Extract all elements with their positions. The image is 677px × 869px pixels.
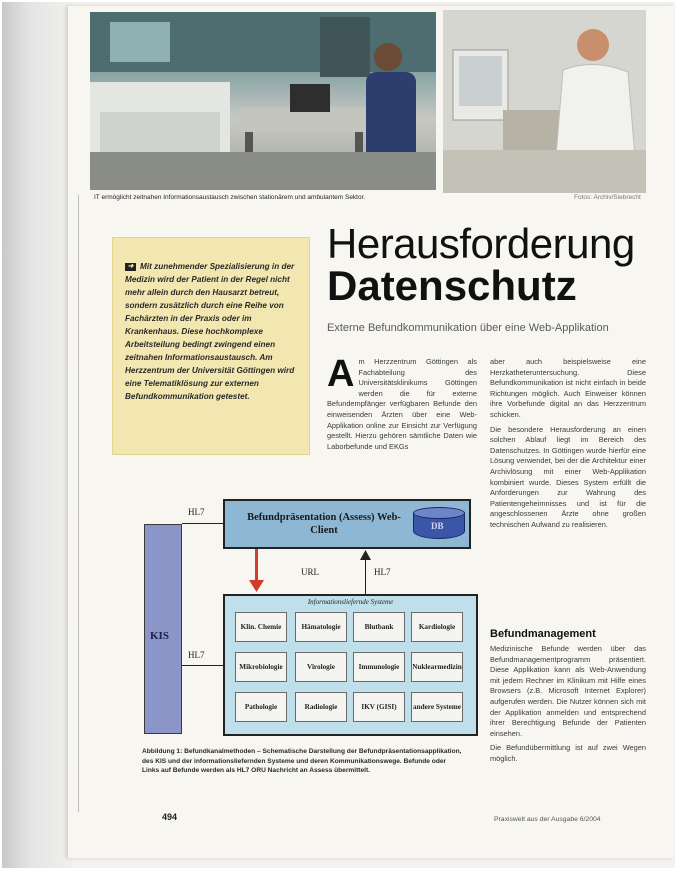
- url-arrow-head: [249, 580, 264, 592]
- connector-line: [182, 665, 223, 666]
- kis-box: [144, 524, 182, 734]
- url-arrow: [255, 549, 258, 583]
- photo-intensive-care: [90, 12, 436, 190]
- hl7-arrow-head: [360, 550, 371, 560]
- architecture-diagram: [128, 487, 483, 742]
- body-paragraph: aber auch beispielsweise eine Herzkatheteruntersuchung. Diese Befundkommunikation ist nicht einfach in beide Richtungen möglich. Auch Einweiser können ihre Vorbefunde digital an das Herzzentrum schicken.: [490, 357, 646, 419]
- section-heading: Befundmanagement: [490, 628, 596, 640]
- page-number: 494: [162, 812, 178, 822]
- figure-caption: Abbildung 1: Befundkanalmethoden – Schematische Darstellung der Befundpräsentationsapplikation, des KIS und der informationsliefernden Systeme und deren Kommunikationswege. Befunde oder Links auf Befunde werden als HL7 ORU Nachricht an Assess übermittelt.: [142, 748, 462, 774]
- system-cell: IKV (GISI): [353, 692, 405, 722]
- arrow-right-icon: ➜: [125, 263, 136, 271]
- system-cell: andere Systeme: [411, 692, 463, 722]
- journal-footer: Praxiswelt aus der Ausgabe 6/2004: [494, 816, 601, 823]
- article-title-line1: Herausforderung: [327, 220, 635, 267]
- article-subtitle: Externe Befundkommunikation über eine Web-Applikation: [327, 322, 609, 334]
- page-fold-line: [78, 195, 79, 812]
- system-cell: Nuklearmedizin: [411, 652, 463, 682]
- photo-doctor-at-computer: [443, 10, 646, 193]
- hl7-arrow: [365, 559, 366, 594]
- body-text-1: m Herzzentrum Göttingen als Fachabteilung des Universitätsklinikums Göttingen werden die für externe Befundempfänger verfügbaren Befunde den einweisenden Ärzten über eine Web-Applikation online zur Einsicht zur Verfügung gestellt. Hierzu gehören sämtliche Daten wie Laborbefunde und EKGs: [327, 357, 477, 451]
- system-cell: Mikrobiologie: [235, 652, 287, 682]
- system-cell: Kardiologie: [411, 612, 463, 642]
- hl7-label-left: HL7: [188, 650, 205, 660]
- drop-cap: A: [327, 353, 355, 395]
- body-column-2: [490, 357, 646, 535]
- system-cell: Blutbank: [353, 612, 405, 642]
- system-cell: Virologie: [295, 652, 347, 682]
- kis-label: KIS: [150, 630, 169, 642]
- intro-box: [112, 237, 310, 455]
- system-cell: Radiologie: [295, 692, 347, 722]
- database-icon: [413, 507, 465, 541]
- scanned-page: [2, 2, 675, 868]
- body-paragraph: Die Befundübermittlung ist auf zwei Wegen möglich.: [490, 743, 646, 763]
- photo-credit: Fotos: Archiv/Siebrecht: [574, 194, 641, 201]
- db-label: DB: [431, 521, 444, 531]
- body-paragraph: Medizinische Befunde werden über das Befundmanagementprogramm präsentiert. Diese Applikation kann als Web-Anwendung mit jedem Rechner im Klinikum mit Hilfe eines Browsers (z.B. Microsoft Internet Explorer) aufgerufen werden. Die Nutzer können sich mit der Applikation anmelden und entsprechend ihrer Berechtigung Befunde der Patienten einsehen.: [490, 644, 646, 738]
- photo-caption: IT ermöglicht zeitnahen Informationsaustausch zwischen stationärem und ambulantem Sektor.: [94, 194, 366, 201]
- photo-intensive-care-illustration: [90, 12, 436, 190]
- hl7-label-mid: HL7: [374, 567, 391, 577]
- system-cell: Pathologie: [235, 692, 287, 722]
- article-title-line2: Datenschutz: [327, 262, 577, 309]
- intro-text: Mit zunehmender Spezialisierung in der Medizin wird der Patient in der Regel nicht mehr allein durch den Hausarzt betreut, sondern zusätzlich durch eine Reihe von Fachärzten in der Praxis oder im Krankenhaus. Diese hochkomplexe Arbeitsteilung bedingt zwingend einen zeitnahen Informationsaustausch. Am Herzzentrum der Universität Göttingen wird eine Telematiklösung zur externen Befundkommunikation getestet.: [125, 262, 295, 401]
- system-cell: Hämatologie: [295, 612, 347, 642]
- photo-doctor-illustration: [443, 10, 646, 193]
- body-column-3: [490, 644, 646, 769]
- url-label: URL: [301, 567, 319, 577]
- befundpraesentation-title: Befundpräsentation (Assess) Web-Client: [247, 512, 401, 536]
- system-cell: Immunologie: [353, 652, 405, 682]
- informationsliefernde-systeme-box: [223, 594, 478, 736]
- book-spine: [2, 2, 72, 868]
- body-paragraph: Die besondere Herausforderung an einen solchen Ablauf liegt im Bereich des Datenschutzes. In Göttingen wurde hierfür eine Lösung verwendet, bei der die Architektur einer Archivlösung mit einer Web-Applikation kombiniert wurde. Dieses System erfüllt die Anforderungen zur Wahrung des Patientengeheimnisses und ist für die angeschlossenen Ärzte ohne großen technischen Aufwand zu realisieren.: [490, 424, 646, 529]
- connector-line: [182, 523, 223, 524]
- hl7-label-top: HL7: [188, 507, 205, 517]
- system-cell: Klin. Chemie: [235, 612, 287, 642]
- body-column-1: [327, 353, 477, 452]
- info-systems-title: Informationsliefernde Systeme: [307, 598, 394, 606]
- befundpraesentation-box: [223, 499, 471, 549]
